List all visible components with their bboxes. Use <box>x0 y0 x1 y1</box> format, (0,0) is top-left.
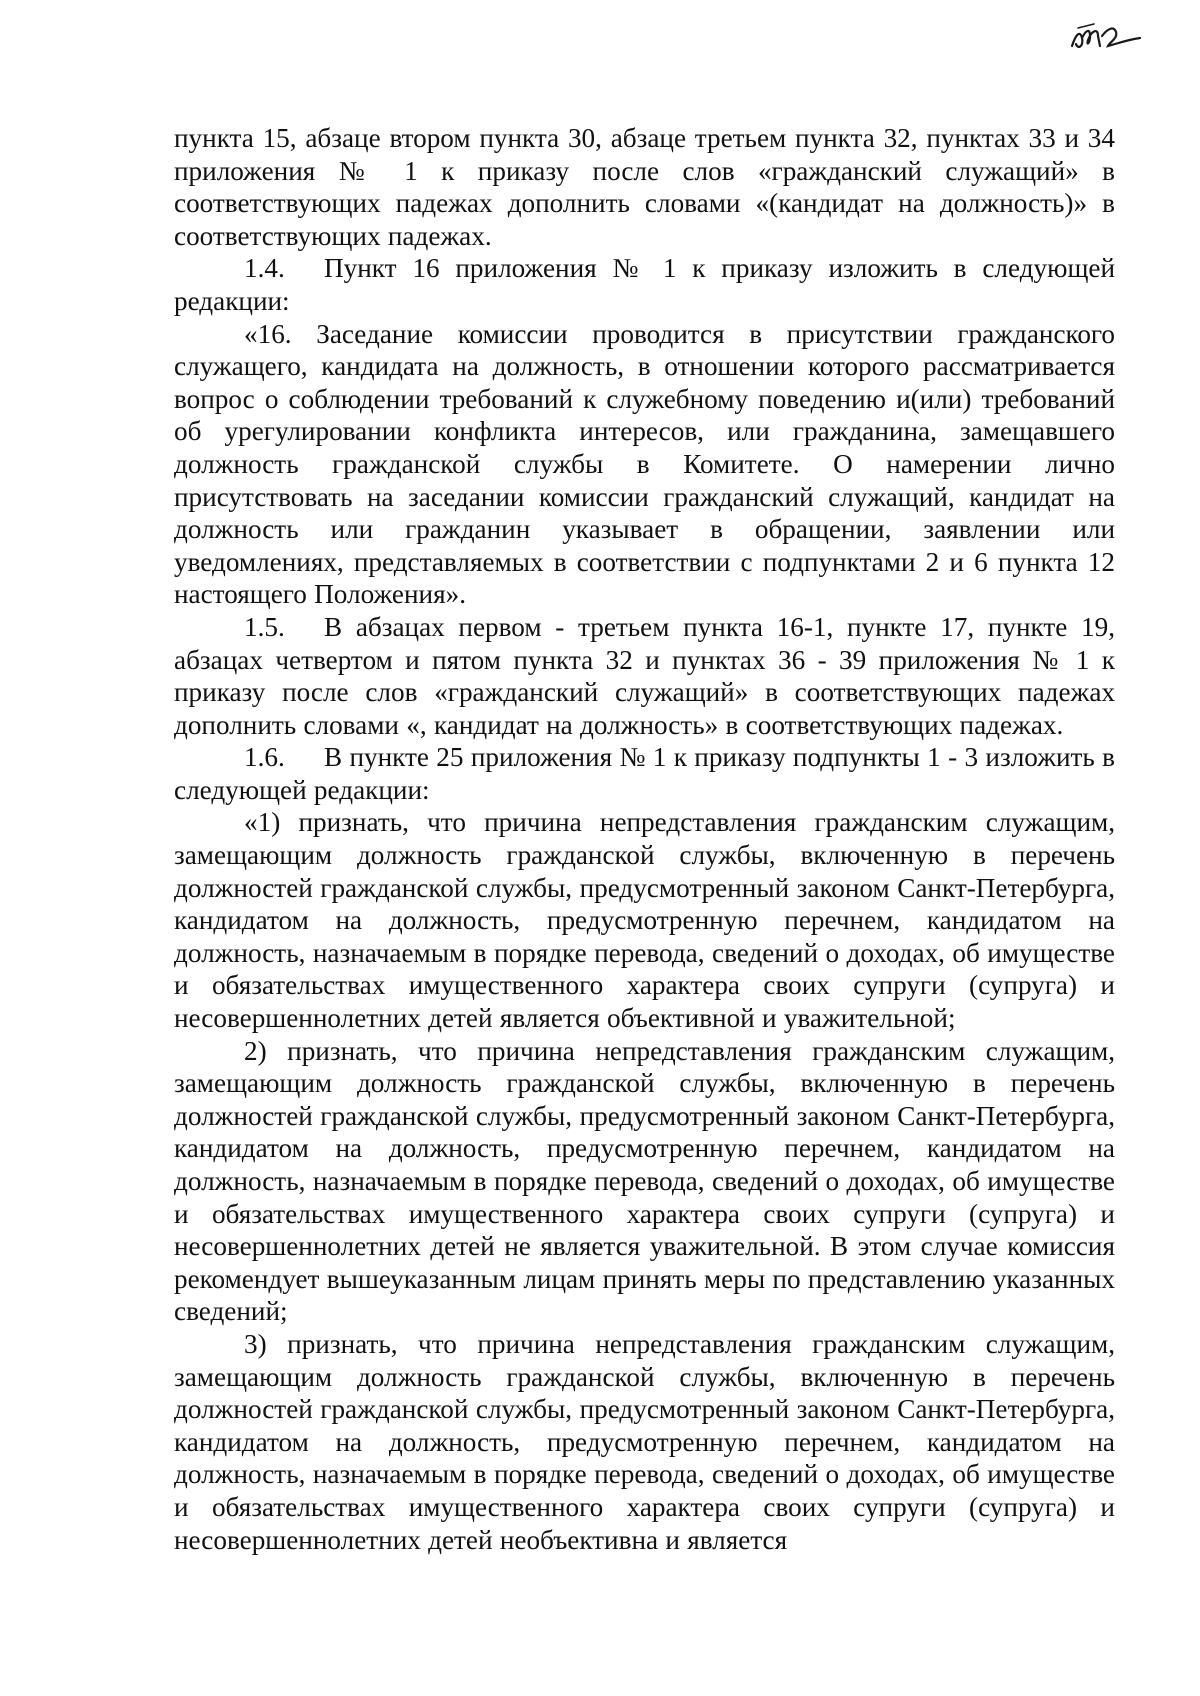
paragraph-text: 3) признать, что причина непредставления гражданским служащим, замещающим должность гражданской службы, включенную в перечень должностей гражданской службы, предусмотренный законом Санкт-Петербурга, кандидатом на должность, предусмотренную перечнем, кандидатом на должность, назначаемым в порядке перевода, сведений о доходах, об имуществе и обязательствах имущественного характера своих супруги (супруга) и несовершеннолетних детей необъективна и является <box>174 1328 1115 1555</box>
paragraph-text: Пункт 16 приложения № 1 к приказу изложить в следующей редакции: <box>174 253 1115 316</box>
paragraph-continuation <box>174 122 1115 252</box>
subparagraph-2 <box>174 1035 1115 1328</box>
paragraph-1-6 <box>174 741 1115 806</box>
paragraph-quoted-16 <box>174 318 1115 611</box>
document-body <box>174 122 1115 1556</box>
subparagraph-1 <box>174 806 1115 1034</box>
paragraph-text: В пункте 25 приложения № 1 к приказу подпункты 1 - 3 изложить в следующей редакции: <box>174 742 1115 805</box>
paragraph-text: В абзацах первом - третьем пункта 16-1, пункте 17, пункте 19, абзацах четвертом и пятом пункта 32 и пунктах 36 - 39 приложения № 1 к приказу после слов «гражданский служащий» в соответствующих падежах дополнить словами «, кандидат на должность» в соответствующих падежах. <box>174 611 1115 740</box>
paragraph-1-5 <box>174 611 1115 741</box>
paragraph-number: 1.4. <box>244 253 285 284</box>
paragraph-number: 1.6. <box>244 742 285 773</box>
paragraph-number: 1.5. <box>244 611 285 642</box>
paragraph-text: пункта 15, абзаце втором пункта 30, абзаце третьем пункта 32, пунктах 33 и 34 приложения № 1 к приказу после слов «гражданский служащий» в соответствующих падежах дополнить словами «(кандидат на должность)» в соответствующих падежах. <box>174 123 1115 251</box>
paragraph-1-4 <box>174 252 1115 317</box>
subparagraph-3 <box>174 1328 1115 1556</box>
handwritten-initials-icon <box>1064 16 1144 60</box>
paragraph-text: «16. Заседание комиссии проводится в присутствии гражданского служащего, кандидата на должность, в отношении которого рассматривается вопрос о соблюдении требований к служебному поведению и(или) требований об урегулировании конфликта интересов, или гражданина, замещавшего должность гражданской службы в Комитете. О намерении лично присутствовать на заседании комиссии гражданский служащий, кандидат на должность или гражданин указывает в обращении, заявлении или уведомлениях, представляемых в соответствии с подпунктами 2 и 6 пункта 12 настоящего Положения». <box>174 318 1115 610</box>
paragraph-text: 2) признать, что причина непредставления гражданским служащим, замещающим должность гражданской службы, включенную в перечень должностей гражданской службы, предусмотренный законом Санкт-Петербурга, кандидатом на должность, предусмотренную перечнем, кандидатом на должность, назначаемым в порядке перевода, сведений о доходах, об имуществе и обязательствах имущественного характера своих супруги (супруга) и несовершеннолетних детей не является уважительной. В этом случае комиссия рекомендует вышеуказанным лицам принять меры по представлению указанных сведений; <box>174 1035 1115 1327</box>
paragraph-text: «1) признать, что причина непредставления гражданским служащим, замещающим должность гражданской службы, включенную в перечень должностей гражданской службы, предусмотренный законом Санкт-Петербурга, кандидатом на должность, предусмотренную перечнем, кандидатом на должность, назначаемым в порядке перевода, сведений о доходах, об имуществе и обязательствах имущественного характера своих супруги (супруга) и несовершеннолетних детей является объективной и уважительной; <box>174 807 1115 1034</box>
